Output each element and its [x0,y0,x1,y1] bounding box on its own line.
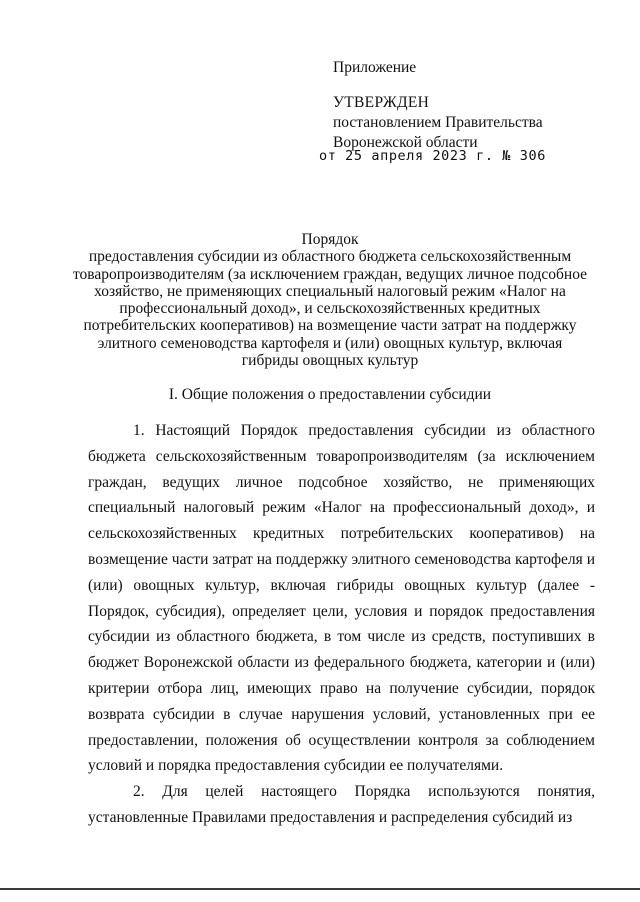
section-heading: I. Общие положения о предоставлении субсидии [168,386,492,403]
decree-date: от 25 апреля 2023 г. № 306 [319,148,546,164]
appendix-label: Приложение [333,59,417,76]
approved-by-line-2: Воронежской области [333,134,478,151]
document-title: Порядок [301,231,359,248]
approved-by-line-1: постановлением Правительства [333,114,543,131]
document-body [88,418,595,831]
document-title-description: предоставления субсидии из областного бюджета сельскохозяйственным товаропроизводителям (за исключением граждан, ведущих личное подсобное хозяйство, не применяющих специальный налоговый режим «Налог на профессиональный доход», и сельскохозяйственных кредитных потребительских кооперативов) на возмещение части затрат на поддержку элитного семеноводства картофеля и (или) овощных культур, включая гибриды овощных культур [72,248,588,370]
paragraph-1: 1. Настоящий Порядок предоставления субсидии из областного бюджета сельскохозяйственным товаропроизводителям (за исключением граждан, ведущих личное подсобное хозяйство, не применяющих специальный налоговый режим «Налог на профессиональный доход», и сельскохозяйственных кредитных потребительских кооперативов) на возмещение части затрат на поддержку элитного семеноводства картофеля и (или) овощных культур, включая гибриды овощных культур (далее - Порядок, субсидия), определяет цели, условия и порядок предоставления субсидии из областного бюджета, в том числе из средств, поступивших в бюджет Воронежской области из федерального бюджета, категории и (или) критерии отбора лиц, имеющих право на получение субсидии, порядок возврата субсидии в случае нарушения условий, установленных при ее предоставлении, положения об осуществлении контроля за соблюдением условий и порядка предоставления субсидии ее получателями. [88,422,595,775]
paragraph-2: 2. Для целей настоящего Порядка используются понятия, установленные Правилами предоставления и распределения субсидий из [88,783,595,826]
approval-stamp [333,58,633,153]
page-bottom-border [0,888,640,890]
approved-label: УТВЕРЖДЕН [333,94,430,111]
document-title-block [70,231,590,369]
